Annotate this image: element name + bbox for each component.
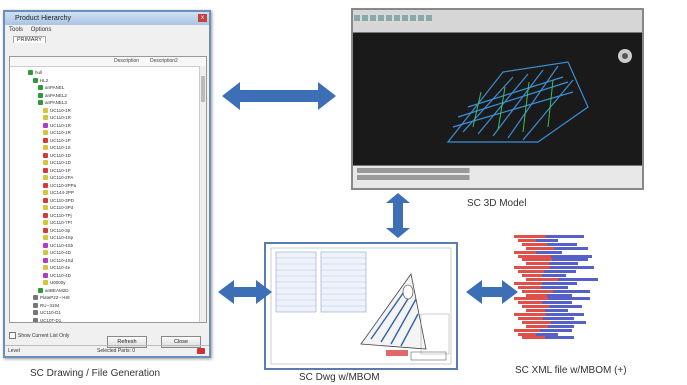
- tree-node-label: anPANEL2: [45, 92, 67, 98]
- tree-node-label: PlateP22-->H8: [40, 295, 70, 300]
- tree-node-label: UC110-7Pj: [50, 212, 72, 218]
- tree-node-label: HL2: [40, 77, 49, 83]
- tree-node-label: UC110-3p: [50, 227, 71, 233]
- tree-node-label: UC110-4D: [50, 272, 71, 278]
- tree-node-label: UC110-4e: [50, 265, 71, 270]
- status-selected: Selected Parts: 0: [97, 348, 136, 354]
- column-header-description2[interactable]: Description2: [150, 58, 178, 64]
- tree-node-label: UC110-2PA: [50, 175, 74, 180]
- tree-node-label: UC110-3Pd: [50, 205, 74, 210]
- arrow-window-to-3d: [222, 82, 336, 110]
- tree-node-label: UC10T-D1: [40, 317, 62, 323]
- tree-node-label: UC110-1S: [50, 145, 71, 150]
- caption-xml: SC XML file w/MBOM (+): [515, 365, 627, 376]
- tree-node-label: UC110-7Pr: [50, 220, 73, 225]
- tree-node-label: anPANEL3: [45, 100, 67, 105]
- tree-node-label: UC110-1D: [50, 152, 71, 158]
- close-icon[interactable]: x: [198, 14, 207, 22]
- tree-node-label: UC110-4D: [50, 250, 71, 255]
- tree-node-label: hull: [35, 70, 43, 75]
- caption-dwg: SC Dwg w/MBOM: [299, 372, 380, 383]
- status-level: Level: [8, 348, 20, 354]
- tab-primary[interactable]: PRIMARY: [13, 36, 46, 43]
- tree-node-label: UC110-1R: [50, 122, 71, 128]
- refresh-button[interactable]: Refresh: [107, 336, 147, 348]
- column-header-description[interactable]: Description: [114, 58, 140, 64]
- tree-node-label: anPANEL: [45, 85, 65, 90]
- arrow-dwg-to-xml: [466, 280, 518, 304]
- tree-node-label: UC110-1P: [50, 167, 71, 173]
- tree-node-label: UC110-2PPa: [50, 182, 77, 188]
- menu-item-tools[interactable]: Tools: [9, 27, 24, 33]
- tree-node-label: UC110-4Sb: [50, 242, 74, 248]
- menu-item-options[interactable]: Options: [30, 27, 52, 33]
- tree-node-label: UC144-2PP: [50, 190, 75, 195]
- tree-node-label: anBEAM2D: [45, 287, 69, 293]
- close-button[interactable]: Close: [161, 336, 201, 348]
- tree-node-label: UC110-1R: [50, 115, 71, 120]
- tree-node-label: RU--3194: [40, 302, 60, 308]
- tree-node-label: UC110-1R: [50, 130, 71, 135]
- tree-node-label: UC110-1R: [50, 107, 71, 113]
- tree-node-label: U0000y: [50, 280, 66, 285]
- tree-node-label: UC110-4Sp: [50, 235, 74, 240]
- window-title: Product Hierarchy: [15, 15, 72, 22]
- arrow-3d-to-dwg: [386, 193, 410, 238]
- caption-drawing: SC Drawing / File Generation: [30, 368, 161, 379]
- tree-node-label: UC110-4Sd: [50, 257, 74, 263]
- show-current-label: Show Current List Only: [18, 333, 70, 339]
- tree-node-label: UC110-1D: [50, 160, 71, 165]
- tree-node-label: UC110-1P: [50, 137, 71, 143]
- tree-node-label: UC110-3PD: [50, 197, 74, 203]
- arrow-window-to-dwg: [218, 280, 272, 304]
- tree-node-label: UC110-D1: [40, 310, 61, 315]
- caption-3d-model: SC 3D Model: [467, 198, 527, 209]
